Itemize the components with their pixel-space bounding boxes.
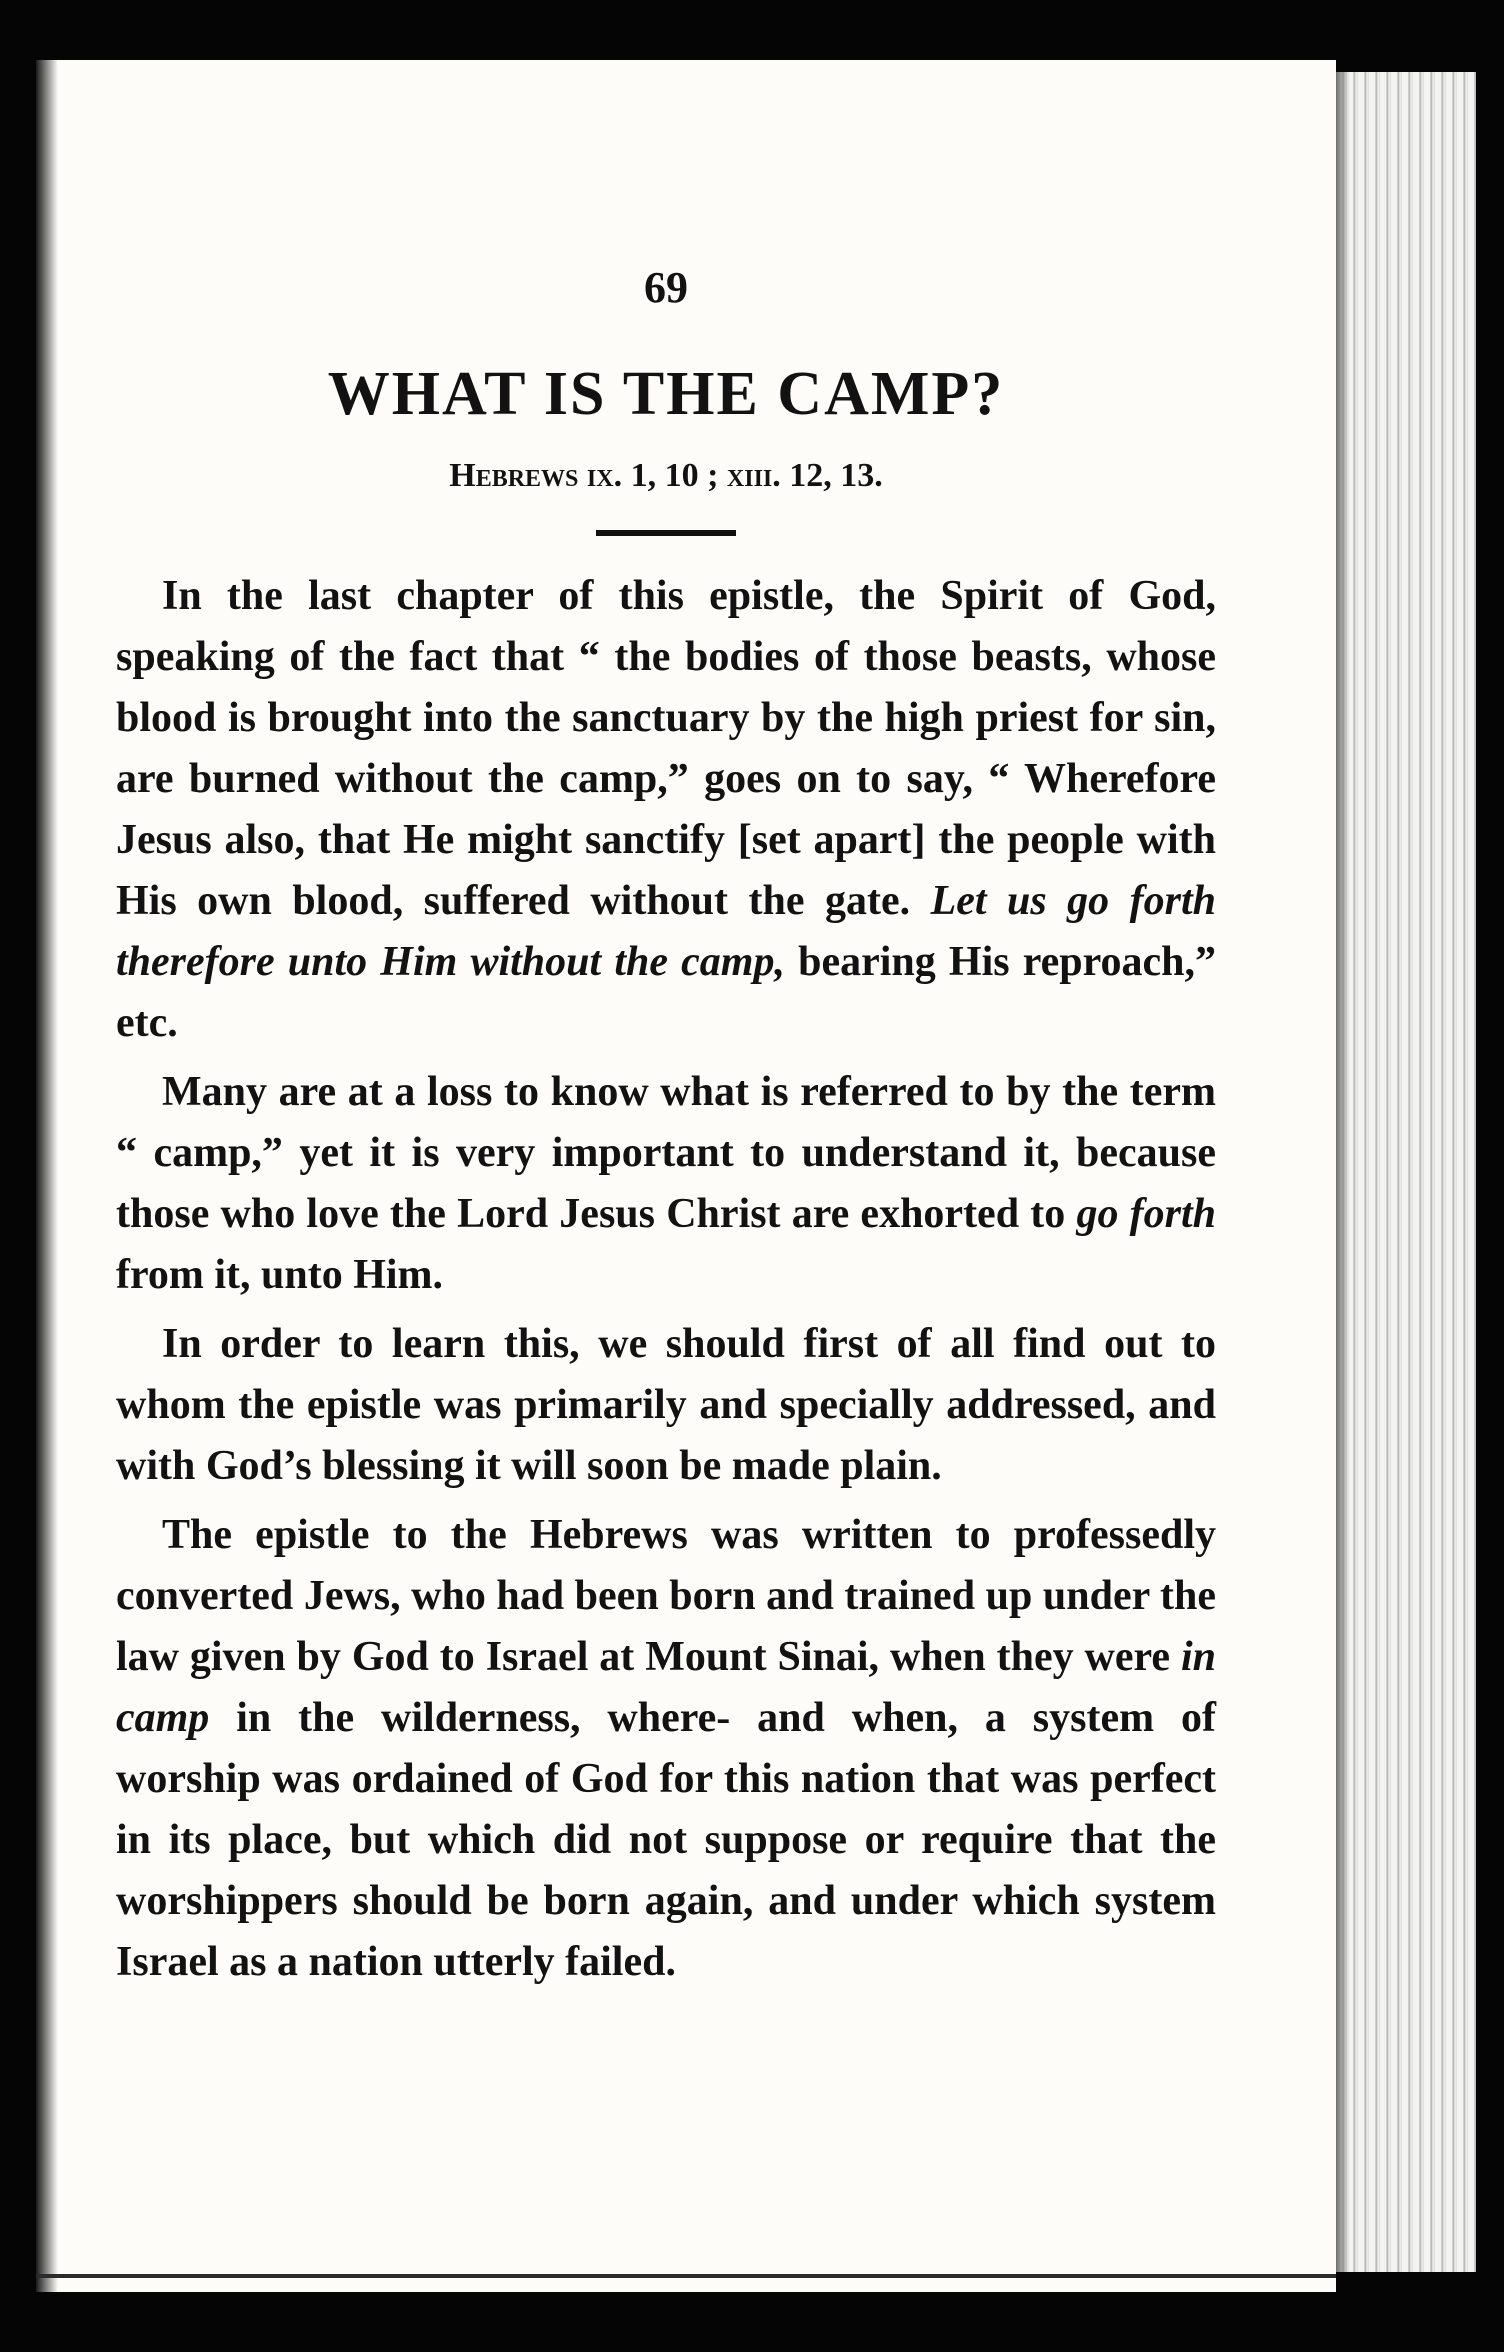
paragraph-2-text-b: from it, unto Him. (116, 1252, 444, 1298)
paragraph-3-text: In order to learn this, we should first of all find out to whom the epistle was primarily and specially addressed, and with God’s blessing it will soon be made plain. (116, 1321, 1216, 1489)
paragraph-4 (116, 1505, 1216, 1993)
paragraph-1 (116, 566, 1216, 1054)
gutter-shadow (36, 60, 58, 2292)
paragraph-2-italic: go forth (1076, 1191, 1216, 1237)
paragraph-4-text-b: in the wilderness, where- and when, a system of worship was ordained of God for this nation that was perfect in its place, but which did not suppose or require that the worshippers should be born again, and under which system Israel as a nation utterly failed. (116, 1695, 1216, 1985)
page-leaf (36, 60, 1336, 2292)
scripture-reference: Hebrews ix. 1, 10 ; xiii. 12, 13. (449, 457, 883, 494)
paragraph-2-text-a: Many are at a loss to know what is referred to by the term “ camp,” yet it is very important to understand it, because those who love the Lord Jesus Christ are exhorted to (116, 1069, 1216, 1237)
page-bottom-edge (36, 2274, 1336, 2278)
chapter-title: WHAT IS THE CAMP? (327, 360, 1005, 428)
page-number: 69 (644, 263, 688, 312)
title-divider (596, 530, 736, 536)
paragraph-3 (116, 1314, 1216, 1497)
paragraph-4-italic: in camp (116, 1634, 1216, 1741)
paragraph-1-text-b: bearing His reproach,” etc. (116, 939, 1216, 1046)
page-text-block (116, 190, 1216, 2001)
paragraph-1-italic: Let us go forth therefore unto Him without the camp, (116, 878, 1217, 985)
paragraph-2 (116, 1062, 1216, 1306)
paragraph-4-text-a: The epistle to the Hebrews was written to professedly converted Jews, who had been born and trained up under the law given by God to Israel at Mount Sinai, when they were (116, 1512, 1216, 1680)
book-fore-edge (1336, 72, 1476, 2272)
paragraph-1-text-a: In the last chapter of this epistle, the Spirit of God, speaking of the fact that “ the bodies of those beasts, whose blood is brought into the sanctuary by the high priest for sin, are burned without the camp,” goes on to say, “ Wherefore Jesus also, that He might sanctify [set apart] the people with His own blood, suffered without the gate. (116, 573, 1216, 924)
fore-edge-shadow (1336, 72, 1350, 2272)
body-text (116, 566, 1216, 1993)
